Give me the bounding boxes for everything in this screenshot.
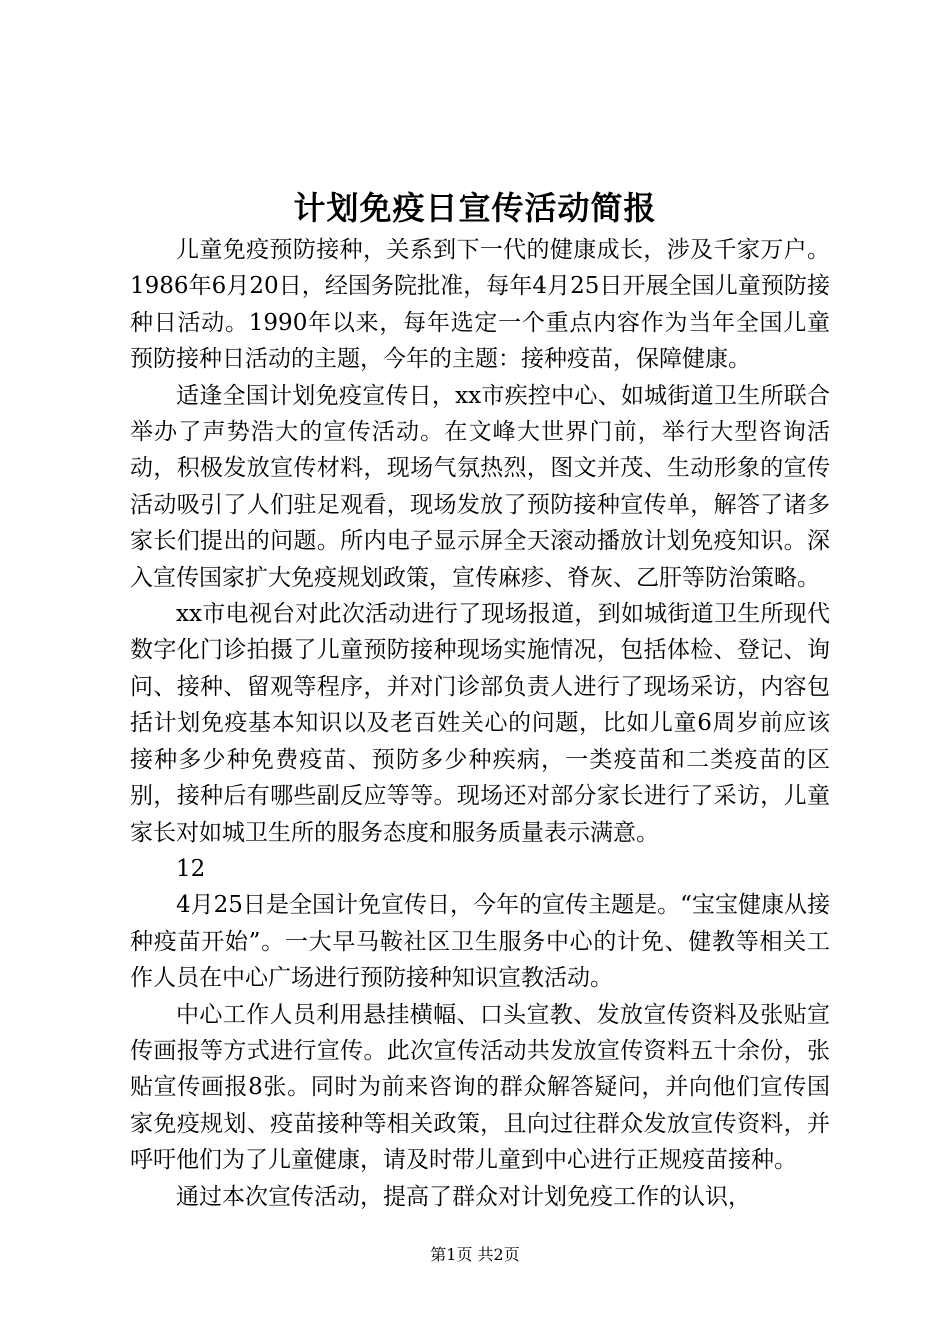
paragraph: 通过本次宣传活动，提高了群众对计划免疫工作的认识， — [176, 1183, 751, 1210]
paragraph: 4月25日是全国计免宣传日，今年的宣传主题是。“宝宝健康从接种疫苗开始”。一大早马鞍社区卫生服务中心的计免、健教等相关工作人员在中心广场进行预防接种知识宣教活动。 — [130, 892, 830, 992]
paragraph: 中心工作人员利用悬挂横幅、口头宣教、发放宣传资料及张贴宣传画报等方式进行宣传。此次宣传活动共发放宣传资料五十余份，张贴宣传画报8张。同时为前来咨询的群众解答疑问，并向他们宣传国家免疫规划、疫苗接种等相关政策，且向过往群众发放宣传资料，并呼吁他们为了儿童健康，请及时带儿童到中心进行正规疫苗接种。 — [130, 1001, 830, 1174]
page-footer: 第1页 共2页 — [430, 1245, 520, 1264]
document-body — [130, 232, 830, 1215]
paragraph: 适逢全国计划免疫宣传日，xx市疾控中心、如城街道卫生所联合举办了声势浩大的宣传活动。在文峰大世界门前，举行大型咨询活动，积极发放宣传材料，现场气氛热烈，图文并茂、生动形象的宣传活动吸引了人们驻足观看，现场发放了预防接种宣传单，解答了诸多家长们提出的问题。所内电子显示屏全天滚动播放计划免疫知识。深入宣传国家扩大免疫规划政策，宣传麻疹、脊灰、乙肝等防治策略。 — [130, 382, 830, 591]
paragraph: 儿童免疫预防接种，关系到下一代的健康成长，涉及千家万户。1986年6月20日，经国务院批准，每年4月25日开展全国儿童预防接种日活动。1990年以来，每年选定一个重点内容作为当年全国儿童预防接种日活动的主题，今年的主题：接种疫苗，保障健康。 — [130, 237, 830, 373]
paragraph: 12 — [176, 855, 206, 882]
document-title: 计划免疫日宣传活动简报 — [293, 189, 657, 227]
paragraph: xx市电视台对此次活动进行了现场报道，到如城街道卫生所现代数字化门诊拍摄了儿童预防接种现场实施情况，包括体检、登记、询问、接种、留观等程序，并对门诊部负责人进行了现场采访，内容包括计划免疫基本知识以及老百姓关心的问题，比如儿童6周岁前应该接种多少种免费疫苗、预防多少种疾病，一类疫苗和二类疫苗的区别，接种后有哪些副反应等等。现场还对部分家长进行了采访，儿童家长对如城卫生所的服务态度和服务质量表示满意。 — [130, 601, 830, 846]
